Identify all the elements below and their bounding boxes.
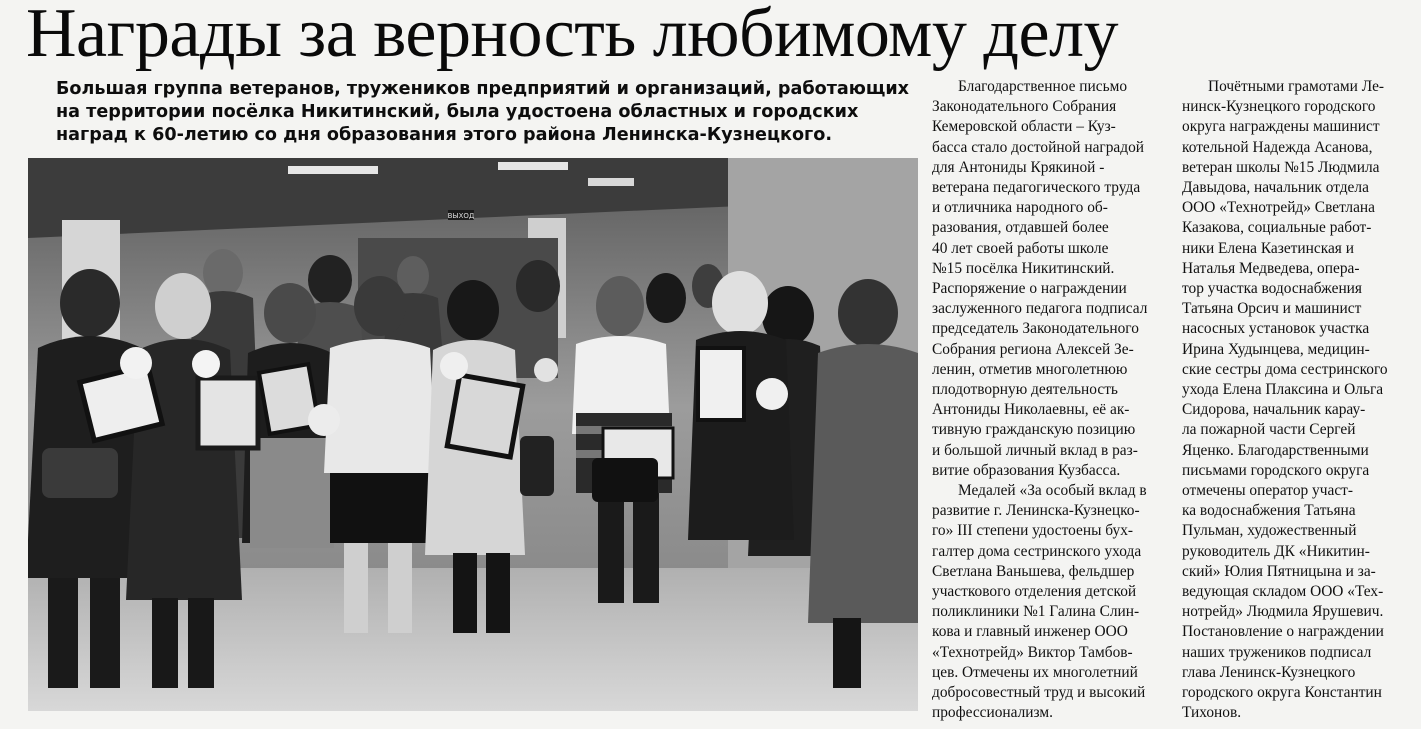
text-line: ники Елена Казетинская и xyxy=(1182,239,1354,257)
group-photo xyxy=(28,158,918,711)
text-line: Медалей «За особый вклад в xyxy=(958,482,1147,500)
text-line: кова и главный инженер ООО xyxy=(932,623,1128,641)
text-column-1 xyxy=(932,77,1164,724)
lead-line: Большая группа ветеранов, тружеников предприятий и организаций, работающих xyxy=(56,79,910,99)
text-line: нотрейд» Людмила Ярушевич. xyxy=(1182,603,1384,621)
text-line: ухода Елена Плаксина и Ольга xyxy=(1182,381,1384,399)
text-line: ла пожарной части Сергей xyxy=(1182,421,1356,439)
text-line: и большой личный вклад в раз- xyxy=(932,441,1138,459)
text-line: тивную гражданскую позицию xyxy=(932,421,1136,439)
text-line: плодотворную деятельность xyxy=(932,381,1118,399)
text-line: руководитель ДК «Никитин- xyxy=(1182,542,1370,560)
text-line: котельной Надежда Асанова, xyxy=(1182,138,1373,156)
text-line: участкового отделения детской xyxy=(932,583,1137,601)
text-line: го» III степени удостоены бух- xyxy=(932,522,1134,540)
text-line: добросовестный труд и высокий xyxy=(932,684,1146,702)
text-line: Собрания региона Алексей Зе- xyxy=(932,340,1134,358)
text-line: для Антониды Крякиной - xyxy=(932,158,1105,176)
text-line: Наталья Медведева, опера- xyxy=(1182,259,1360,277)
text-line: ООО «Технотрейд» Светлана xyxy=(1182,199,1375,217)
text-line: Антониды Николаевны, её ак- xyxy=(932,401,1130,419)
lead-line: наград к 60-летию со дня образования этого района Ленинска-Кузнецкого. xyxy=(56,125,833,145)
text-line: Светлана Ваньшева, фельдшер xyxy=(932,562,1135,580)
text-line: Татьяна Орсич и машинист xyxy=(1182,300,1362,318)
text-line: цев. Отмечены их многолетний xyxy=(932,663,1138,681)
text-line: Ирина Худынцева, медицин- xyxy=(1182,340,1370,358)
text-line: Постановление о награждении xyxy=(1182,623,1384,641)
exit-sign: ВЫХОД xyxy=(447,212,475,220)
text-line: «Технотрейд» Виктор Тамбов- xyxy=(932,643,1133,661)
text-line: разования, отдавшей более xyxy=(932,219,1109,237)
text-line: Казакова, социальные работ- xyxy=(1182,219,1372,237)
text-column-2 xyxy=(1182,77,1412,724)
text-line: ветеран школы №15 Людмила xyxy=(1182,158,1380,176)
text-line: нинск-Кузнецкого городского xyxy=(1182,98,1376,116)
text-line: профессионализм. xyxy=(932,704,1053,722)
text-line: тор участка водоснабжения xyxy=(1182,280,1362,298)
text-line: насосных установок участка xyxy=(1182,320,1370,338)
text-line: ский» Юлия Пятницына и за- xyxy=(1182,562,1376,580)
text-line: наших тружеников подписал xyxy=(1182,643,1372,661)
text-line: Тихонов. xyxy=(1182,704,1242,722)
text-line: Кемеровской области – Куз- xyxy=(932,118,1116,136)
text-line: председатель Законодательного xyxy=(932,320,1139,338)
text-line: поликлиники №1 Галина Слин- xyxy=(932,603,1140,621)
text-line: ленин, отметив многолетнюю xyxy=(932,360,1128,378)
text-line: ка водоснабжения Татьяна xyxy=(1182,502,1356,520)
text-line: округа награждены машинист xyxy=(1182,118,1380,136)
text-line: письмами городского округа xyxy=(1182,461,1370,479)
text-line: Распоряжение о награждении xyxy=(932,280,1127,298)
text-line: ведующая складом ООО «Тех- xyxy=(1182,583,1384,601)
lead-line: на территории посёлка Никитинский, была удостоена областных и городских xyxy=(56,102,859,122)
text-line: развитие г. Ленинска-Кузнецко- xyxy=(932,502,1140,520)
text-line: Почётными грамотами Ле- xyxy=(1208,78,1385,95)
text-line: городского округа Константин xyxy=(1182,684,1382,702)
lead-paragraph xyxy=(56,78,926,147)
text-line: Пульман, художественный xyxy=(1182,522,1357,540)
text-line: Законодательного Собрания xyxy=(932,98,1117,116)
text-line: и отличника народного об- xyxy=(932,199,1108,217)
text-line: басса стало достойной наградой xyxy=(932,138,1145,156)
text-line: №15 посёлка Никитинский. xyxy=(932,259,1115,277)
text-line: глава Ленинск-Кузнецкого xyxy=(1182,663,1356,681)
text-line: заслуженного педагога подписал xyxy=(932,300,1148,318)
text-line: отмечены оператор участ- xyxy=(1182,482,1354,500)
text-line: Давыдова, начальник отдела xyxy=(1182,179,1369,197)
text-line: ские сестры дома сестринского xyxy=(1182,360,1388,378)
text-line: ветерана педагогического труда xyxy=(932,179,1141,197)
text-line: Сидорова, начальник карау- xyxy=(1182,401,1366,419)
text-line: 40 лет своей работы школе xyxy=(932,239,1109,257)
text-line: Благодарственное письмо xyxy=(958,78,1128,95)
text-line: галтер дома сестринского ухода xyxy=(932,542,1142,560)
headline: Награды за верность любимому делу xyxy=(26,0,1118,72)
text-line: витие образования Кузбасса. xyxy=(932,461,1121,479)
text-line: Яценко. Благодарственными xyxy=(1182,441,1369,459)
